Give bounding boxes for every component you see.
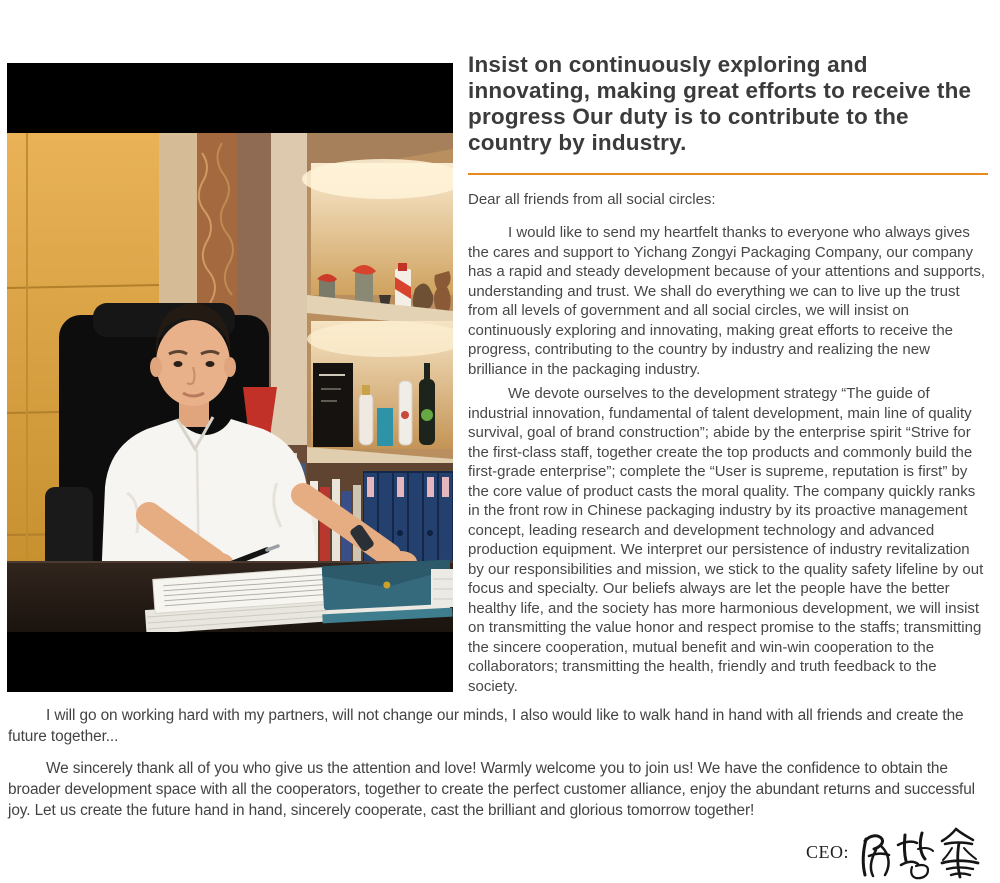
ceo-signature-calligraphy <box>856 823 991 881</box>
letter-column <box>468 52 988 696</box>
signature-block <box>806 822 991 882</box>
letter-paragraph-1: I would like to send my heartfelt thanks to everyone who always gives the cares and support to Yichang Zongyi Packaging Company, our company has a rapid and steady development because of your attentions and supports, understanding and trust. We shall do everything we can to live up the trust from all levels of government and all social circles, we will insist on continuously exploring and innovating, making great efforts to receive the progress, contributing to the country by industry and realizing the new brilliance in the packaging industry. <box>468 224 986 378</box>
salutation: Dear all friends from all social circles: <box>468 191 716 208</box>
page-title: Insist on continuously exploring and innovating, making great efforts to receive the progress Our duty is to contribute to the country by industry. <box>468 52 972 155</box>
photo-bottom-bar <box>7 632 453 692</box>
closing-paragraph-2: We sincerely thank all of you who give us the attention and love! Warmly welcome you to join us! We have the confidence to obtain the broader development space with all the cooperators, together to create the perfect customer alliance, enjoy the abundant returns and successful joy. Let us create the future hand in hand, sincerely cooperate, cast the brilliant and glorious tomorrow together! <box>8 760 976 819</box>
accent-divider <box>468 173 988 175</box>
photo-top-bar <box>7 63 453 133</box>
letter-paragraph-2: We devote ourselves to the development strategy “The guide of industrial innovation, fundamental of talent development, main line of quality survival, goal of brand construction”; abide by the enterprise spirit “Strive for the first-class staff, together create the top products and commonly build the first-grade enterprise”; complete the “User is supreme, reputation is first” by the core value of product casts the moral quality. The company quickly ranks in the front row in Chinese packaging industry by its proactive management concept, leading research and development technology and advanced production equipment. We interpret our persistence of industry revitalization by our responsibilities and mission, we stick to the quality safety lifeline by out focus and specialty. Our beliefs always are let the people have the better healthy life, and the society has more harmonious development, we will insist on transmitting the value honor and respect promise to the staffs; transmitting the sincere cooperation, mutual benefit and win-win cooperation to the collaborators; transmitting the health, friendly and truth feedback to the society. <box>468 385 984 695</box>
ceo-photo-illustration <box>7 63 453 692</box>
ceo-photo <box>7 63 453 692</box>
closing-section <box>8 705 992 821</box>
ceo-label: CEO: <box>806 841 850 862</box>
closing-paragraph-1: I will go on working hard with my partners, will not change our minds, I also would like to walk hand in hand with all friends and create the future together... <box>8 707 964 745</box>
